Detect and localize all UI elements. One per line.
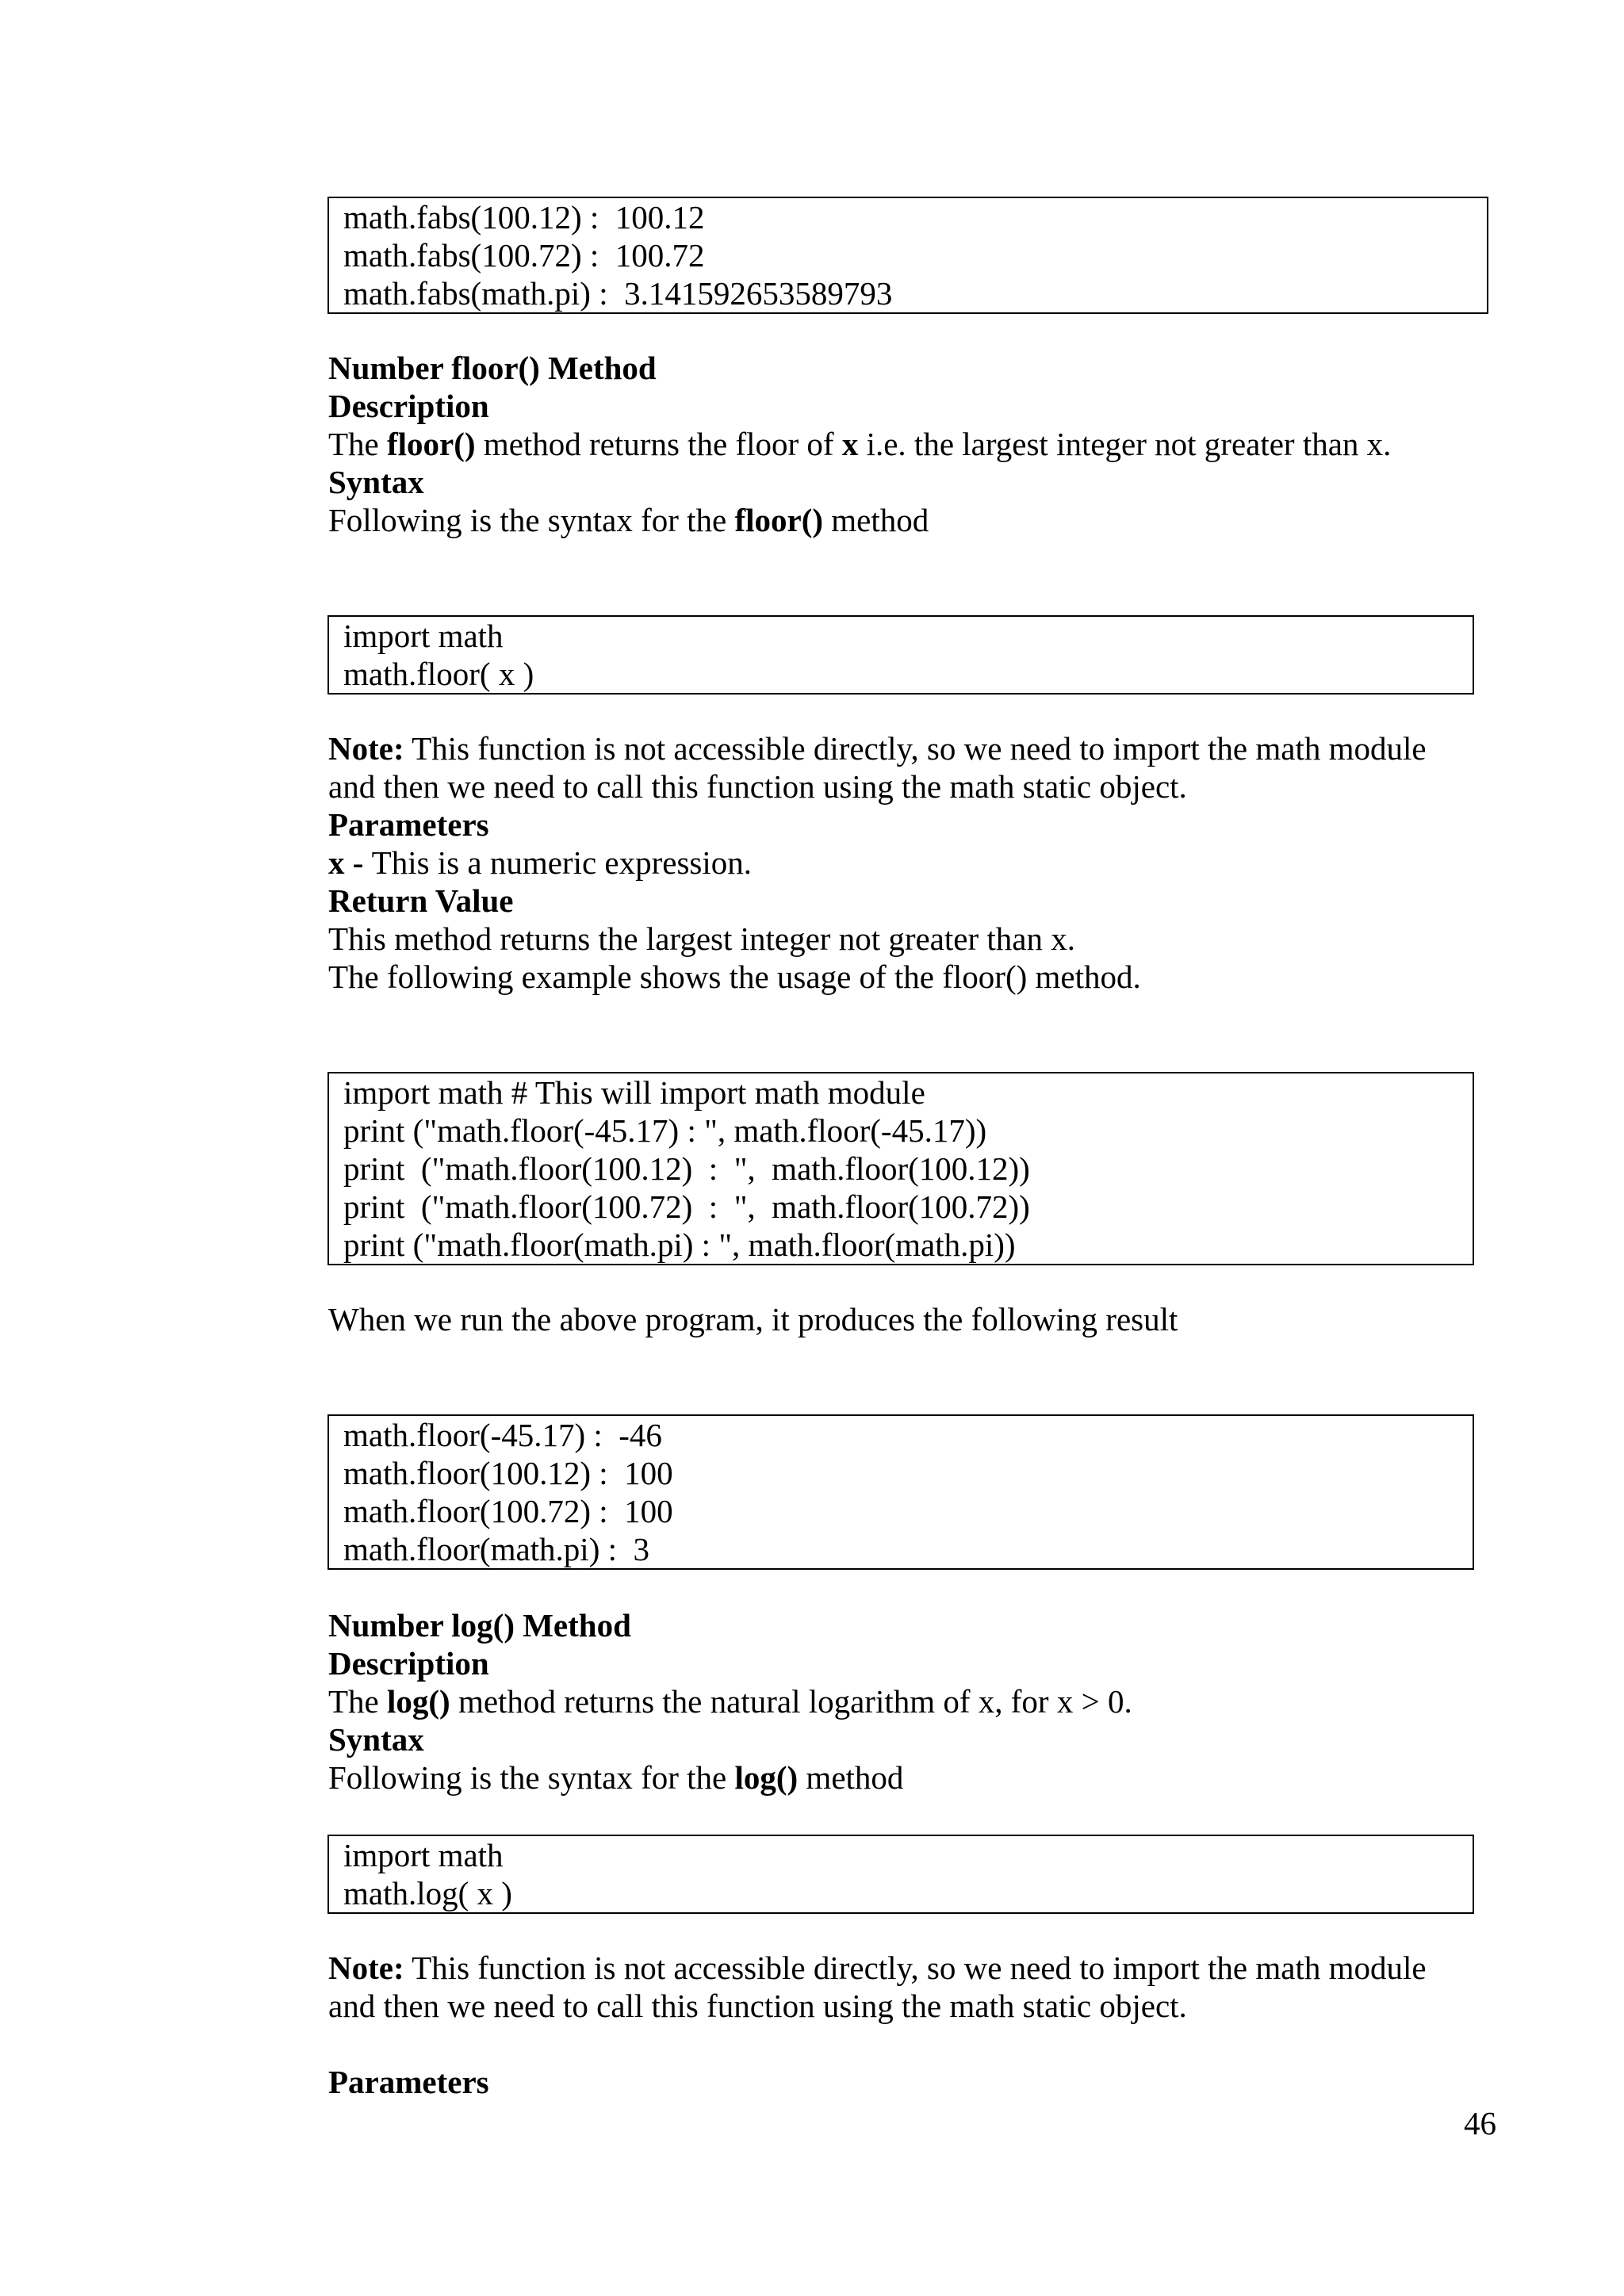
fabs-output-box (327, 197, 1488, 314)
log-syntax-heading: Syntax (328, 1721, 424, 1758)
log-parameters-heading: Parameters (328, 2064, 489, 2100)
log-title: Number log() Method (328, 1607, 631, 1644)
floor-note: Note: This function is not accessible directly, so we need to import the math module (328, 730, 1427, 767)
code-line: math.fabs(math.pi) : 3.141592653589793 (343, 275, 893, 312)
page-number: 46 (1464, 2105, 1496, 2141)
code-line: import math (343, 1837, 504, 1873)
log-note-cont: and then we need to call this function using the math static object. (328, 1988, 1187, 2024)
floor-description: The floor() method returns the floor of x i.e. the largest integer not greater than x. (328, 426, 1392, 462)
floor-syntax-code-box (327, 615, 1474, 695)
code-line: math.floor(math.pi) : 3 (343, 1531, 649, 1567)
floor-title: Number floor() Method (328, 350, 657, 386)
log-note: Note: This function is not accessible directly, so we need to import the math module (328, 1950, 1427, 1986)
floor-syntax-text: Following is the syntax for the floor() method (328, 502, 929, 538)
floor-run-text: When we run the above program, it produces the following result (328, 1301, 1178, 1337)
floor-example-intro: The following example shows the usage of the floor() method. (328, 959, 1141, 995)
floor-syntax-heading: Syntax (328, 464, 424, 500)
floor-parameters-heading: Parameters (328, 806, 489, 843)
code-line: print ("math.floor(-45.17) : ", math.floor(-45.17)) (343, 1112, 987, 1149)
log-syntax-code-box (327, 1835, 1474, 1914)
floor-description-heading: Description (328, 388, 489, 424)
log-description: The log() method returns the natural logarithm of x, for x > 0. (328, 1683, 1132, 1720)
code-line: math.floor(100.72) : 100 (343, 1493, 673, 1529)
floor-note-cont: and then we need to call this function using the math static object. (328, 768, 1187, 805)
code-line: math.floor( x ) (343, 656, 534, 692)
floor-example-code-box (327, 1072, 1474, 1265)
code-line: math.fabs(100.12) : 100.12 (343, 199, 705, 235)
code-line: import math (343, 618, 504, 654)
code-line: math.fabs(100.72) : 100.72 (343, 237, 705, 274)
log-syntax-text: Following is the syntax for the log() method (328, 1759, 904, 1796)
code-line: math.log( x ) (343, 1875, 512, 1911)
code-line: math.floor(100.12) : 100 (343, 1455, 673, 1491)
code-line: math.floor(-45.17) : -46 (343, 1417, 662, 1453)
log-description-heading: Description (328, 1645, 489, 1682)
code-line: import math # This will import math module (343, 1074, 925, 1111)
code-line: print ("math.floor(100.72) : ", math.floor(100.72)) (343, 1188, 1030, 1225)
floor-output-box (327, 1414, 1474, 1570)
code-line: print ("math.floor(math.pi) : ", math.floor(math.pi)) (343, 1226, 1016, 1263)
floor-return-text: This method returns the largest integer not greater than x. (328, 920, 1075, 957)
floor-param-x: x - This is a numeric expression. (328, 844, 753, 881)
floor-return-heading: Return Value (328, 882, 514, 919)
code-line: print ("math.floor(100.12) : ", math.floor(100.12)) (343, 1150, 1030, 1187)
